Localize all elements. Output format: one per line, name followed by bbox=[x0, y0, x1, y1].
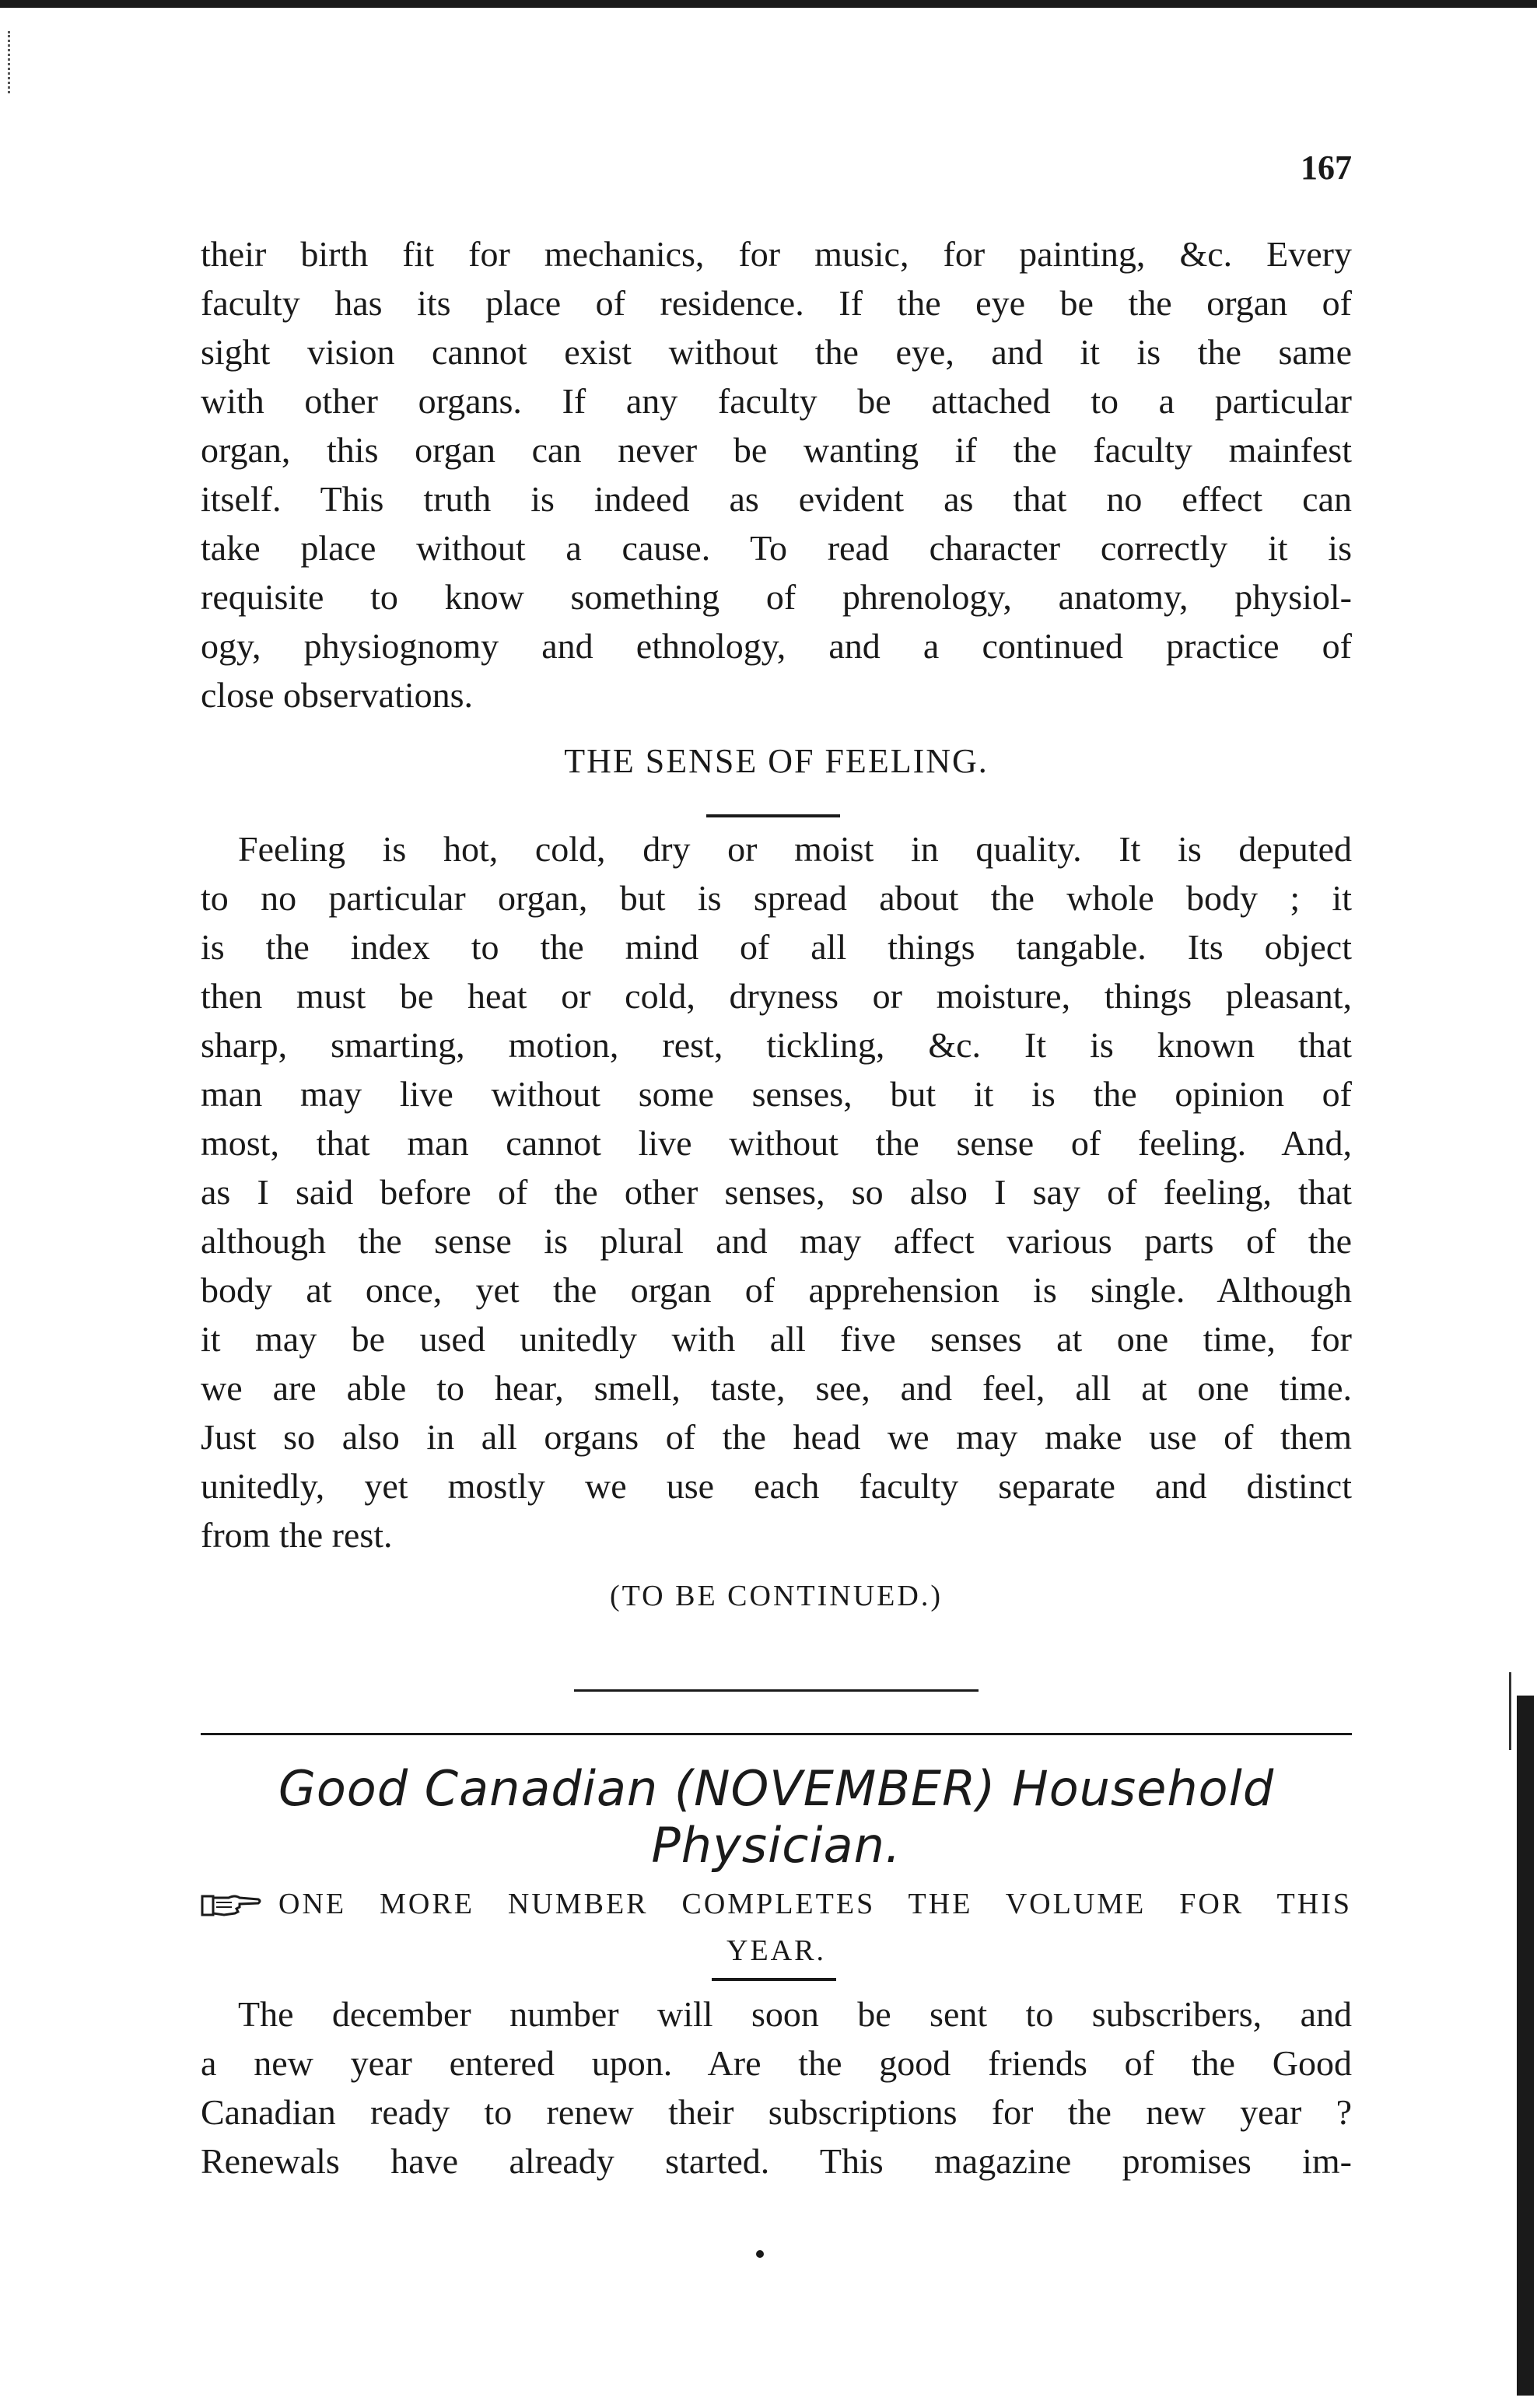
text-line: their birth fit for mechanics, for music, for painting, &c. Every bbox=[201, 234, 1352, 274]
text-line: then must be heat or cold, dryness or moisture, things pleasant, bbox=[201, 976, 1352, 1016]
notice-text: ONE MORE NUMBER COMPLETES THE VOLUME FOR THIS bbox=[278, 1888, 1352, 1920]
text-line: itself. This truth is indeed as evident as that no effect can bbox=[201, 479, 1352, 519]
paragraph-1 bbox=[201, 229, 1352, 719]
text-line: Feeling is hot, cold, dry or moist in quality. It is deputed bbox=[238, 829, 1352, 869]
notice bbox=[201, 1881, 1352, 1974]
text-line: although the sense is plural and may affect various parts of the bbox=[201, 1221, 1352, 1261]
notice-rule bbox=[712, 1978, 836, 1981]
text-line: as I said before of the other senses, so also I say of feeling, that bbox=[201, 1172, 1352, 1212]
text-line: sight vision cannot exist without the eye, and it is the same bbox=[201, 332, 1352, 372]
text-line: The december number will soon be sent to subscribers, and bbox=[238, 1994, 1352, 2034]
text-line: we are able to hear, smell, taste, see, and feel, all at one time. bbox=[201, 1368, 1352, 1408]
text-line: a new year entered upon. Are the good friends of the Good bbox=[201, 2043, 1352, 2083]
paragraph-3 bbox=[201, 1990, 1352, 2186]
text-line: most, that man cannot live without the sense of feeling. And, bbox=[201, 1123, 1352, 1163]
text-line: Just so also in all organs of the head we may make use of them bbox=[201, 1417, 1352, 1457]
ink-dot bbox=[756, 2250, 764, 2258]
text-line: close observations. bbox=[201, 675, 474, 715]
binding-edge bbox=[1517, 1696, 1534, 2396]
margin-marks bbox=[8, 31, 15, 93]
section-divider-short bbox=[574, 1689, 979, 1692]
heading-rule bbox=[706, 814, 840, 817]
text-line: to no particular organ, but is spread about the whole body ; it bbox=[201, 878, 1352, 918]
notice-line-1 bbox=[201, 1881, 1352, 1927]
top-rule bbox=[0, 0, 1537, 8]
section-heading: THE SENSE OF FEELING. bbox=[564, 742, 989, 780]
section-divider-full bbox=[201, 1733, 1352, 1735]
text-line: Canadian ready to renew their subscriptions for the new year ? bbox=[201, 2092, 1352, 2132]
text-line: from the rest. bbox=[201, 1515, 393, 1555]
text-line: take place without a cause. To read character correctly it is bbox=[201, 528, 1352, 568]
magazine-banner: Good Canadian (NOVEMBER) Household Physician. bbox=[278, 1760, 1275, 1874]
text-line: Renewals have already started. This magazine promises im- bbox=[201, 2141, 1352, 2181]
text-line: sharp, smarting, motion, rest, tickling, &c. It is known that bbox=[201, 1025, 1352, 1065]
text-line: ogy, physiognomy and ethnology, and a continued practice of bbox=[201, 626, 1352, 666]
text-line: body at once, yet the organ of apprehension is single. Although bbox=[201, 1270, 1352, 1310]
page-number: 167 bbox=[1301, 149, 1352, 187]
to-be-continued: (TO BE CONTINUED.) bbox=[610, 1580, 943, 1612]
text-line: it may be used unitedly with all five senses at one time, for bbox=[201, 1319, 1352, 1359]
text-line: man may live without some senses, but it is the opinion of bbox=[201, 1074, 1352, 1114]
text-line: unitedly, yet mostly we use each faculty separate and distinct bbox=[201, 1466, 1352, 1506]
text-line: with other organs. If any faculty be attached to a particular bbox=[201, 381, 1352, 421]
notice-line-2: YEAR. bbox=[726, 1934, 826, 1967]
binding-edge-thin bbox=[1509, 1672, 1511, 1750]
pointing-hand-icon bbox=[201, 1888, 263, 1920]
text-line: organ, this organ can never be wanting if the faculty mainfest bbox=[201, 430, 1352, 470]
paragraph-2 bbox=[201, 824, 1352, 1559]
text-line: faculty has its place of residence. If the eye be the organ of bbox=[201, 283, 1352, 323]
text-line: is the index to the mind of all things tangable. Its object bbox=[201, 927, 1352, 967]
text-line: requisite to know something of phrenology, anatomy, physiol- bbox=[201, 577, 1352, 617]
